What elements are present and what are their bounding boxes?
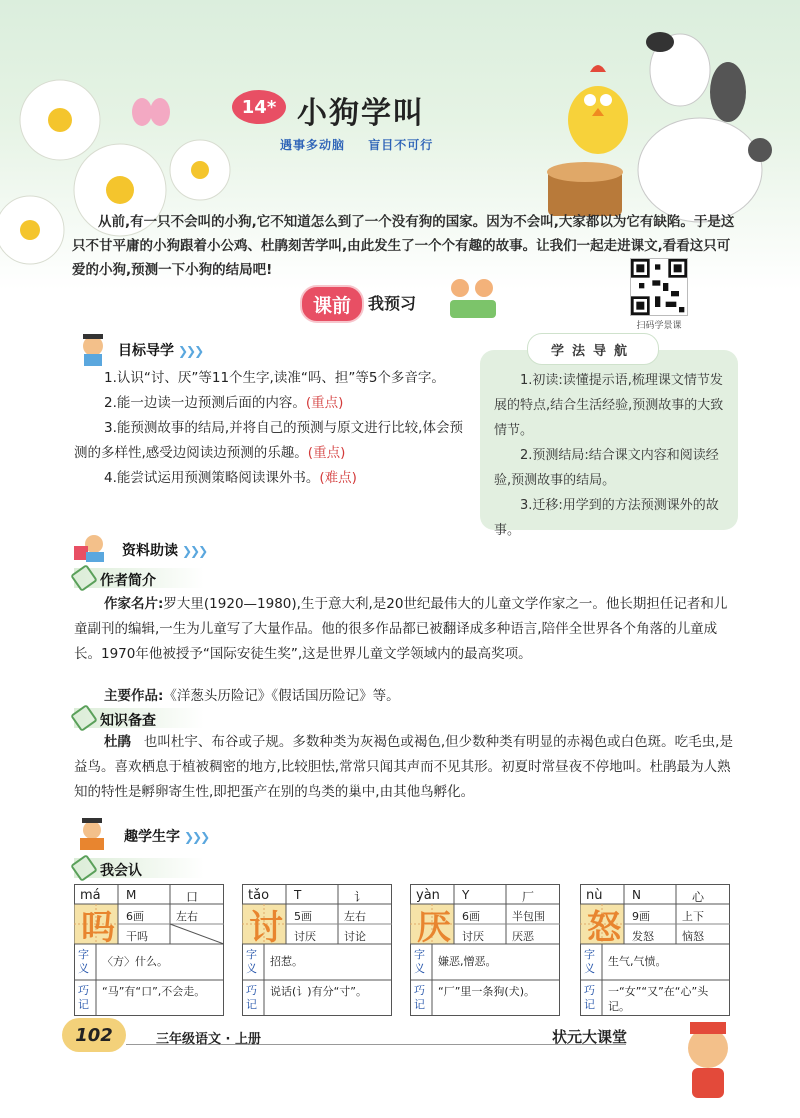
char-glyph: 怒 [587,908,621,948]
char-capital: T [294,888,302,902]
chevron-right-icon: ❯❯❯ [182,544,207,558]
subtitle-right: 盲目不可行 [368,138,434,152]
butterfly-icon [132,98,170,126]
materials-heading [122,540,206,560]
book-name: 三年级语文 · 上册 [156,1032,261,1047]
knowledge-text: 也叫杜宇、布谷或子规。多数种类为灰褐色或褐色,但少数种类有明显的赤褐色或白色斑。吃毛虫,是益鸟。喜欢栖息于植被稠密的地方,比较胆怯,常常只闻其声而不见其形。初夏时常昼夜不停地叫。杜鹃最为人熟知的特性是孵卵寄生性,即把蛋产在别的鸟类的巢中,由其他鸟孵化。 [74,734,733,800]
char-card [580,884,730,1016]
char-glyph: 吗 [81,908,115,948]
char-pinyin: má [80,888,101,903]
char-word-1: 干吗 [126,930,148,943]
scholar-mascot-icon [676,1018,740,1108]
char-radical: 讠 [354,890,367,904]
author-paragraph [74,592,740,667]
char-word-1: 讨厌 [462,930,484,943]
chevron-right-icon: ❯❯❯ [184,830,209,844]
char-radical: 心 [692,890,705,904]
goals-heading [118,340,202,360]
char-meaning: 嫌恶,憎恶。 [438,955,497,968]
char-radical: 口 [186,890,199,904]
study-guide-text [494,368,726,543]
char-tip: “厂”里一条狗(犬)。 [438,985,535,998]
tip-label: 巧记 [246,984,257,1011]
char-card [410,884,560,1016]
char-structure: 左右 [176,910,198,923]
brand-name: 状元大课堂 [552,1028,628,1046]
goals-title: 目标导学 [118,343,174,359]
qr-code-icon[interactable] [630,258,688,316]
char-word-2: 厌恶 [512,930,534,943]
lesson-subtitle [280,136,451,153]
meaning-label: 字义 [584,948,595,975]
reading-family-icon [446,276,500,322]
preview-label: 我预习 [368,294,417,313]
char-radical: 厂 [522,890,535,904]
student-mascot-icon [74,332,112,366]
works-label: 主要作品: [104,688,164,704]
recognize-subheading: 我会认 [74,858,204,878]
pencil-icon [70,704,98,732]
knowledge-paragraph [74,730,740,805]
study-guide-p2: 2.预测结局:结合课文内容和阅读经验,预测故事的结局。 [494,448,719,488]
char-strokes: 6画 [462,910,480,923]
char-word-2: 讨论 [344,930,366,943]
author-text: 罗大里(1920—1980),生于意大利,是20世纪最伟大的儿童文学作家之一。他长期担任记者和儿童副刊的编辑,一生为儿童写了大量作品。他的很多作品都已被翻译成多种语言,陪伴全世界各个角落的儿童成长。1970年他被授予“国际安徒生奖”,这是世界儿童文学领域内的最高奖项。 [74,596,728,662]
fun-chars-title: 趣学生字 [124,829,180,845]
meaning-label: 字义 [414,948,425,975]
char-strokes: 9画 [632,910,650,923]
char-card [74,884,224,1016]
fun-chars-heading [124,826,208,846]
char-capital: Y [462,888,470,902]
preview-badge: 课前 [300,285,364,323]
char-tip: 一“女”“又”在“心”头记。 [608,985,709,1013]
char-strokes: 5画 [294,910,312,923]
pencil-icon [70,564,98,592]
goal-tag: (难点) [319,470,357,486]
works-text: 《洋葱头历险记》《假话国历险记》等。 [163,688,400,704]
tip-label: 巧记 [414,984,425,1011]
char-glyph: 讨 [249,908,283,948]
study-guide-p3: 3.迁移:用学到的方法预测课外的故事。 [494,498,719,538]
knowledge-subheading: 知识备查 [74,708,204,728]
goal-tag: (重点) [307,445,346,461]
tip-label: 巧记 [584,984,595,1011]
meaning-label: 字义 [246,948,257,975]
knowledge-term: 杜鹃 [104,734,131,750]
materials-title: 资料助读 [122,543,178,559]
rooster-chick-icon [568,65,628,154]
char-meaning: 〈方〉什么。 [102,955,168,968]
goals-list [74,366,464,491]
intro-paragraph: 从前,有一只不会叫的小狗,它不知道怎么到了一个没有狗的国家。因为不会叫,大家都以为它有缺陷。于是这只不甘平庸的小狗跟着小公鸡、杜鹃刻苦学叫,由此发生了一个个有趣的故事。让我们一起走进课文,看看这只可爱的小狗,预测一下小狗的结局吧! [72,214,735,278]
student-mascot-icon [72,818,112,850]
char-meaning: 招惹。 [270,955,303,968]
char-meaning: 生气,气愤。 [608,955,667,968]
char-structure: 半包围 [512,910,545,923]
char-card [242,884,392,1016]
lesson-number-badge: 14* [232,90,286,124]
char-capital: N [632,888,641,902]
char-capital: M [126,888,137,902]
goal-item-3: 3.能预测故事的结局,并将自己的预测与原文进行比较,体会预测的多样性,感受边阅读边预测的乐趣。(重点) [74,420,463,461]
subtitle-left: 遇事多动脑 [280,138,346,152]
char-structure: 上下 [682,910,704,923]
char-word-1: 讨厌 [294,930,316,943]
author-subheading: 作者简介 [74,568,204,588]
pencil-icon [70,854,98,882]
qr-caption: 扫码学景课 [636,321,682,331]
study-guide-title: 学法导航 [527,333,659,365]
char-pinyin: tǎo [248,888,270,903]
chevron-right-icon: ❯❯❯ [178,344,203,358]
page-number: 102 [62,1018,126,1052]
meaning-label: 字义 [78,948,89,975]
char-glyph: 厌 [417,908,451,948]
char-pinyin: yàn [416,888,440,903]
char-word-2: 恼怒 [682,930,704,943]
author-label: 作家名片: [104,596,164,612]
char-structure: 左右 [344,910,366,923]
goal-item-4: 4.能尝试运用预测策略阅读课外书。(难点) [104,470,357,486]
goal-item-1: 1.认识“讨、厌”等11个生字,读准“吗、担”等5个多音字。 [104,370,445,386]
char-strokes: 6画 [126,910,144,923]
student-mascot-icon [72,532,110,562]
char-tip: 说话(讠)有分“寸”。 [270,985,367,998]
lesson-title: 小狗学叫 [297,96,425,131]
goal-tag: (重点) [305,395,344,411]
char-tip: “马”有“口”,不会走。 [102,985,206,998]
char-pinyin: nù [586,888,603,903]
puppy-icon [638,32,772,222]
study-guide-p1: 1.初读:读懂提示语,梳理课文情节发展的特点,结合生活经验,预测故事的大致情节。 [494,373,724,438]
tip-label: 巧记 [78,984,89,1011]
char-word-1: 发怒 [632,930,654,943]
goal-item-2: 2.能一边读一边预测后面的内容。(重点) [104,395,344,411]
works-paragraph [74,684,740,709]
